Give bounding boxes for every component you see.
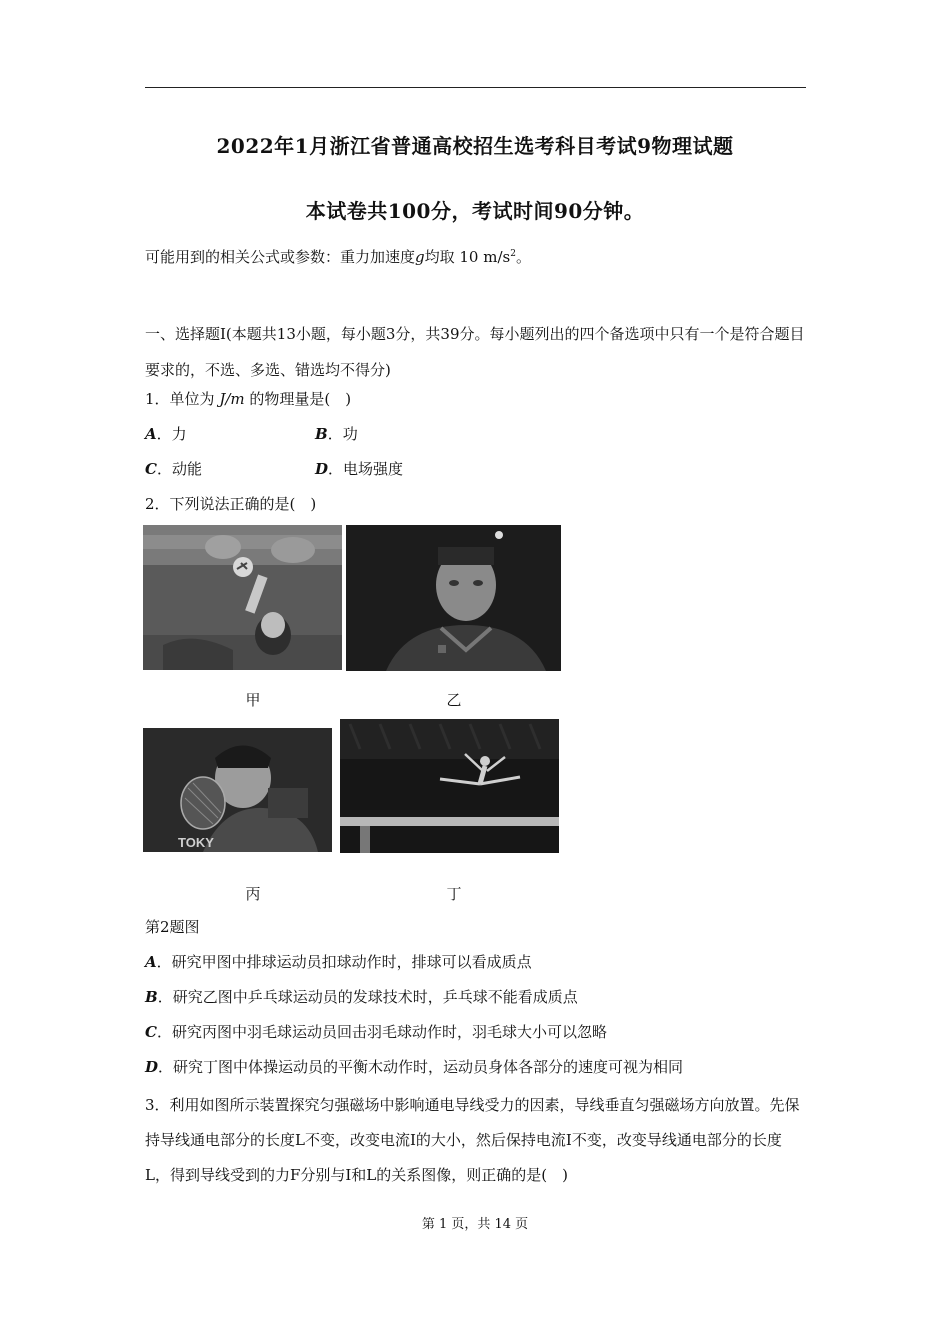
- question-2-stem: 2．下列说法正确的是( ): [145, 495, 317, 513]
- exam-info: 本试卷共100分，考试时间90分钟。: [305, 199, 645, 223]
- volleyball-photo: [143, 525, 342, 670]
- caption-bing: 丙: [245, 885, 261, 903]
- caption-ding: 丁: [446, 885, 462, 903]
- badminton-photo: [143, 728, 332, 852]
- header-rule: [145, 87, 806, 88]
- intro-line: 可能用到的相关公式或参数：重力加速度g均取 10 $m/s^2$。: [145, 248, 531, 266]
- caption-yi: 乙: [446, 691, 462, 709]
- q2-option-b[interactable]: B．研究乙图中乒乓球运动员的发球技术时，乒乓球不能看成质点: [145, 988, 578, 1006]
- figure-label: 第2题图: [145, 918, 200, 936]
- svg-text:TOKY: TOKY: [178, 835, 214, 850]
- q1-option-b[interactable]: B．功: [315, 425, 358, 443]
- q2-option-d[interactable]: D．研究丁图中体操运动员的平衡木动作时，运动员身体各部分的速度可视为相同: [145, 1058, 684, 1076]
- caption-jia: 甲: [245, 691, 261, 709]
- section-heading: 一、选择题Ⅰ(本题共13小题，每小题3分，共39分。每小题列出的四个备选项中只有一个是符合题目要求的，不选、多选、错选均不得分): [145, 325, 805, 379]
- q1-option-d[interactable]: D．电场强度: [315, 460, 404, 478]
- q2-option-a[interactable]: A．研究甲图中排球运动员扣球动作时，排球可以看成质点: [145, 953, 532, 971]
- q2-option-c[interactable]: C．研究丙图中羽毛球运动员回击羽毛球动作时，羽毛球大小可以忽略: [145, 1023, 607, 1041]
- q1-option-c[interactable]: C．动能: [145, 460, 202, 478]
- q1-option-a[interactable]: A．力: [145, 425, 187, 443]
- table-tennis-photo: [346, 525, 561, 671]
- balance-beam-photo: [340, 719, 559, 853]
- question-1-stem: 1．单位为 J/m 的物理量是( ): [145, 390, 352, 408]
- page-title: 2022年1月浙江省普通高校招生选考科目考试9物理试题: [216, 134, 734, 158]
- question-3-stem: 3．利用如图所示装置探究匀强磁场中影响通电导线受力的因素，导线垂直匀强磁场方向放置。先保持导线通电部分的长度L不变，改变电流I的大小，然后保持电流I不变，改变导线通电部分的长度L，得到导线受到的力F分别与I和L的关系图像，则正确的是( ): [145, 1096, 800, 1184]
- page-footer: 第 1 页，共 14 页: [421, 1217, 529, 1232]
